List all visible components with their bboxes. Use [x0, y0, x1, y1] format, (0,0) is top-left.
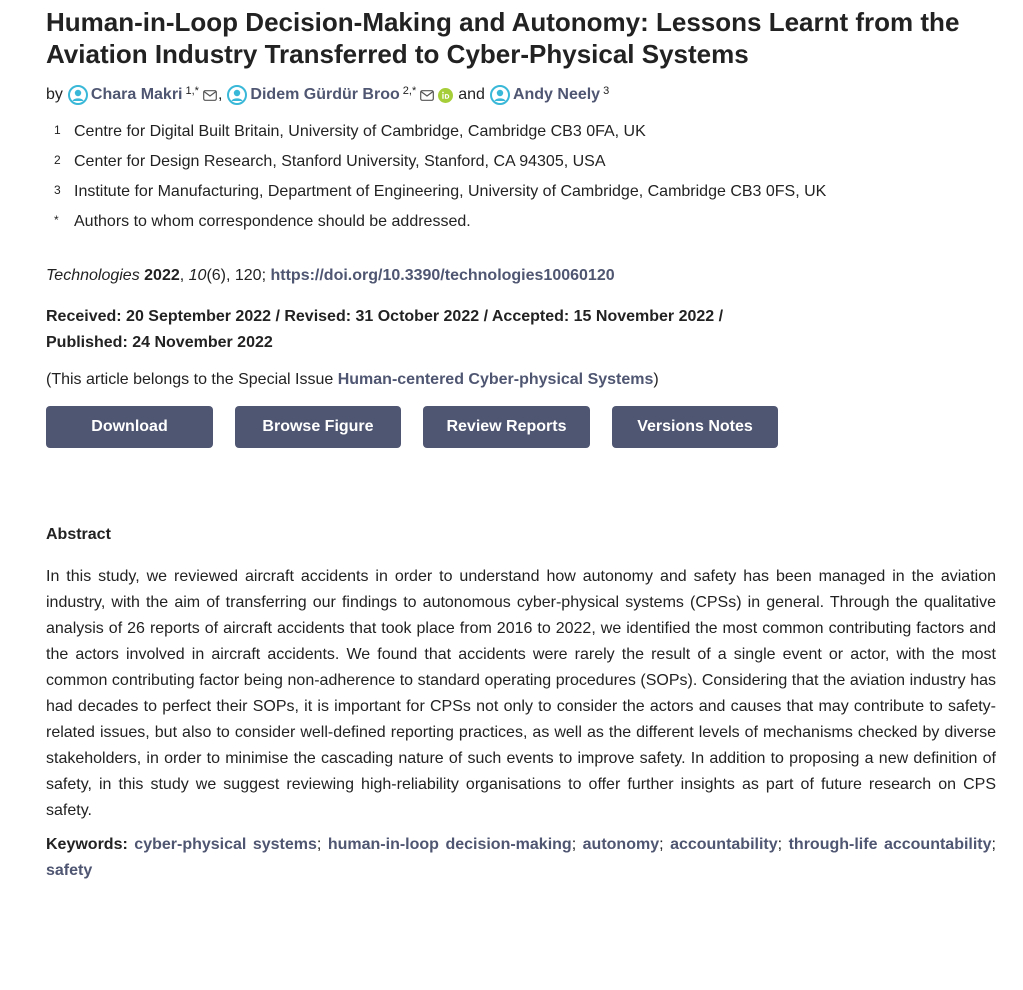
citation-issue: (6), 120;	[206, 267, 267, 284]
author-affiliation-sup: 2,*	[402, 85, 417, 97]
keyword-separator: ;	[316, 836, 322, 853]
keyword-link[interactable]: cyber-physical systems	[134, 836, 317, 853]
author-list	[46, 84, 996, 106]
special-issue-suffix: )	[653, 371, 659, 388]
special-issue-prefix: (This article belongs to the Special Issue	[46, 371, 334, 388]
affiliation-number: 3	[54, 183, 61, 197]
keywords-label: Keywords:	[46, 836, 128, 853]
by-label: by	[46, 86, 63, 103]
action-buttons	[46, 406, 996, 448]
keyword-link[interactable]: accountability	[670, 836, 778, 853]
keyword-separator: ;	[991, 836, 996, 853]
author-affiliation-sup: 3	[603, 85, 610, 97]
keyword-link[interactable]: autonomy	[582, 836, 660, 853]
article-page	[0, 6, 996, 884]
keyword-link[interactable]: through-life accountability	[788, 836, 992, 853]
review-reports-button[interactable]: Review Reports	[423, 406, 590, 448]
journal-name: Technologies	[46, 267, 140, 284]
citation-volume: 10	[188, 267, 207, 284]
affiliation-text: Authors to whom correspondence should be addressed.	[74, 213, 471, 230]
affiliation-text: Centre for Digital Built Britain, University of Cambridge, Cambridge CB3 0FA, UK	[74, 123, 646, 140]
keyword-separator: ;	[571, 836, 577, 853]
versions-notes-button[interactable]: Versions Notes	[612, 406, 778, 448]
keyword-link[interactable]: human-in-loop decision-making	[327, 836, 572, 853]
author-name-link[interactable]: Chara Makri	[90, 86, 183, 103]
citation-year: 2022	[144, 267, 180, 284]
dates-line-2: Published: 24 November 2022	[46, 334, 273, 351]
and-label: and	[458, 86, 485, 103]
affiliation-text: Center for Design Research, Stanford University, Stanford, CA 94305, USA	[74, 153, 606, 170]
affiliation-item	[54, 152, 996, 172]
affiliation-item	[54, 212, 996, 232]
special-issue-note	[46, 370, 996, 390]
browse-figure-button[interactable]: Browse Figure	[235, 406, 401, 448]
publication-dates	[46, 304, 996, 356]
author-name-link[interactable]: Didem Gürdür Broo	[250, 86, 400, 103]
author-affiliation-sup: 1,*	[185, 85, 199, 97]
affiliation-item	[54, 182, 996, 202]
article-title: Human-in-Loop Decision-Making and Autonomy: Lessons Learnt from the Aviation Industry Transferred to Cyber-Physical Systems	[46, 7, 960, 69]
author-name-link[interactable]: Andy Neely	[512, 86, 601, 103]
keyword-link[interactable]: safety	[46, 862, 93, 879]
orcid-icon[interactable]	[438, 88, 453, 103]
author-profile-icon[interactable]	[68, 85, 88, 105]
affiliation-number: 2	[54, 153, 61, 167]
keyword-separator: ;	[659, 836, 664, 853]
keyword-separator: ;	[777, 836, 783, 853]
download-button[interactable]: Download	[46, 406, 213, 448]
affiliation-list	[46, 122, 996, 232]
envelope-icon[interactable]	[203, 90, 217, 101]
envelope-icon[interactable]	[420, 90, 434, 101]
dates-line-1: Received: 20 September 2022 / Revised: 31 October 2022 / Accepted: 15 November 2022 /	[46, 308, 724, 325]
author-separator: ,	[217, 86, 223, 103]
doi-link[interactable]: https://doi.org/10.3390/technologies10060120	[270, 267, 615, 284]
author-profile-icon[interactable]	[490, 85, 510, 105]
citation-line: Technologies 2022, 10(6), 120; https://doi.org/10.3390/technologies10060120	[46, 267, 615, 284]
keywords-section	[46, 832, 996, 884]
affiliation-number: *	[54, 213, 59, 227]
author-profile-icon[interactable]	[227, 85, 247, 105]
abstract-body: In this study, we reviewed aircraft accidents in order to understand how autonomy and safety has been managed in the aviation industry, with the aim of transferring our findings to autonomous cyber-physical systems (CPSs) in general. Through the qualitative analysis of 26 reports of aircraft accidents that took place from 2016 to 2022, we identified the most common contributing factors and the actors involved in aircraft accidents. We found that accidents were rarely the result of a single event or actor, with the most common contributing factor being non-adherence to standard operating procedures (SOPs). Considering that the aviation industry has had decades to perfect their SOPs, it is important for CPSs not only to consider the actors and causes that may contribute to safety-related issues, but also to consider well-defined reporting practices, as well as the different levels of mechanisms checked by diverse stakeholders, in order to minimise the cascading nature of such events to improve safety. In addition to proposing a new definition of safety, in this study we suggest reviewing high-reliability organisations to offer further insights as part of future research on CPS safety.	[46, 568, 996, 819]
special-issue-link[interactable]: Human-centered Cyber-physical Systems	[337, 371, 654, 388]
abstract-heading: Abstract	[46, 526, 111, 543]
affiliation-item	[54, 122, 996, 142]
affiliation-number: 1	[54, 123, 61, 137]
affiliation-text: Institute for Manufacturing, Department of Engineering, University of Cambridge, Cambridge CB3 0FS, UK	[74, 183, 827, 200]
